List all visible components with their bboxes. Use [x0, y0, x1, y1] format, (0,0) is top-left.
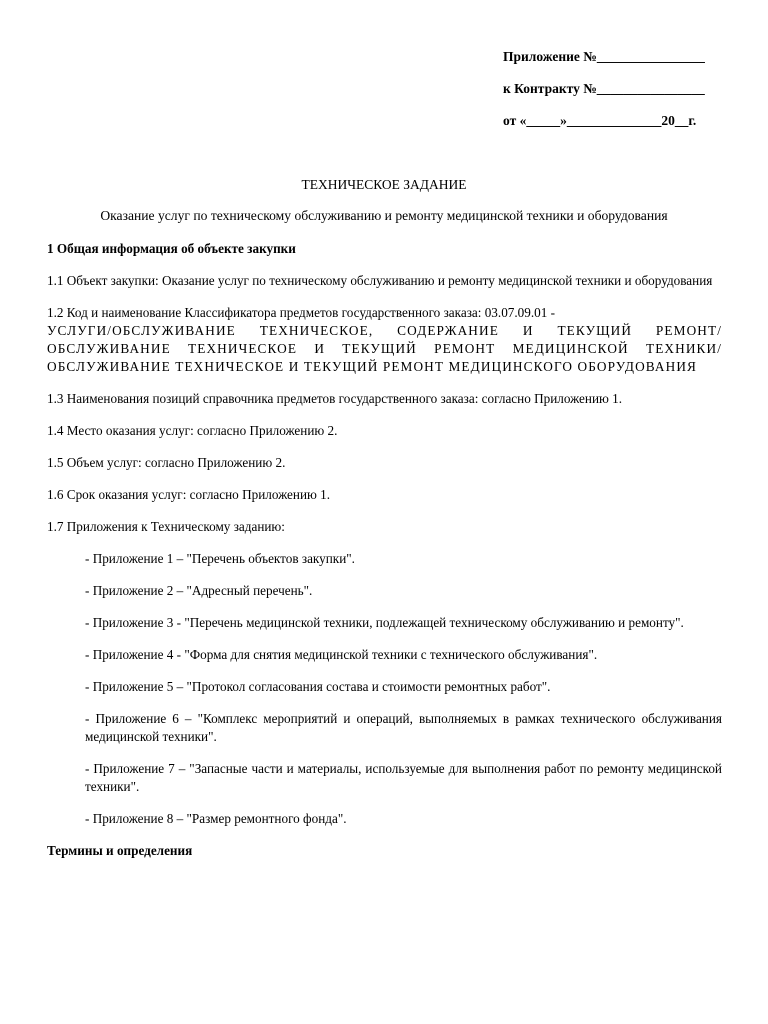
appendix-item-5: - Приложение 5 – "Протокол согласования состава и стоимости ремонтных работ". — [85, 679, 551, 694]
appendix-number-line: Приложение №________________ — [503, 49, 705, 64]
appendix-item-2: - Приложение 2 – "Адресный перечень". — [85, 583, 313, 598]
section-1-heading: 1 Общая информация об объекте закупки — [47, 241, 296, 256]
terms-heading: Термины и определения — [47, 843, 193, 858]
date-line: от «_____»______________20__г. — [503, 113, 697, 128]
document-body — [47, 240, 722, 860]
contract-number-line: к Контракту №________________ — [503, 81, 705, 96]
paragraph-1-4: 1.4 Место оказания услуг: согласно Приложению 2. — [47, 423, 338, 438]
paragraph-1-2-classifier: УСЛУГИ/ОБСЛУЖИВАНИЕ ТЕХНИЧЕСКОЕ, СОДЕРЖАНИЕ И ТЕКУЩИЙ РЕМОНТ/ОБСЛУЖИВАНИЕ ТЕХНИЧЕСКОЕ И ТЕКУЩИЙ РЕМОНТ МЕДИЦИНСКОЙ ТЕХНИКИ/ОБСЛУЖИВАНИЕ ТЕХНИЧЕСКОЕ И ТЕКУЩИЙ РЕМОНТ МЕДИЦИНСКОГО ОБОРУДОВАНИЯ — [47, 323, 722, 374]
paragraph-1-7: 1.7 Приложения к Техническому заданию: — [47, 519, 285, 534]
paragraph-1-2-intro: 1.2 Код и наименование Классификатора предметов государственного заказа: 03.07.09.01 - — [47, 305, 556, 320]
appendix-item-1: - Приложение 1 – "Перечень объектов закупки". — [85, 551, 355, 566]
appendix-item-4: - Приложение 4 - "Форма для снятия медицинской техники с технического обслуживания". — [85, 647, 598, 662]
appendix-header — [503, 48, 743, 144]
paragraph-1-3: 1.3 Наименования позиций справочника предметов государственного заказа: согласно Приложению 1. — [47, 391, 623, 406]
paragraph-1-1: 1.1 Объект закупки: Оказание услуг по техническому обслуживанию и ремонту медицинской техники и оборудования — [47, 273, 713, 288]
document-subtitle: Оказание услуг по техническому обслуживанию и ремонту медицинской техники и оборудования — [100, 208, 668, 223]
appendix-item-7: - Приложение 7 – "Запасные части и материалы, используемые для выполнения работ по ремонту медицинской техники". — [85, 761, 722, 794]
document-title: ТЕХНИЧЕСКОЕ ЗАДАНИЕ — [301, 177, 467, 192]
appendix-item-3: - Приложение 3 - "Перечень медицинской техники, подлежащей техническому обслуживанию и ремонту". — [85, 615, 684, 630]
appendix-item-6: - Приложение 6 – "Комплекс мероприятий и операций, выполняемых в рамках технического обслуживания медицинской техники". — [85, 711, 722, 744]
appendix-item-8: - Приложение 8 – "Размер ремонтного фонда". — [85, 811, 347, 826]
paragraph-1-5: 1.5 Объем услуг: согласно Приложению 2. — [47, 455, 286, 470]
paragraph-1-6: 1.6 Срок оказания услуг: согласно Приложению 1. — [47, 487, 331, 502]
